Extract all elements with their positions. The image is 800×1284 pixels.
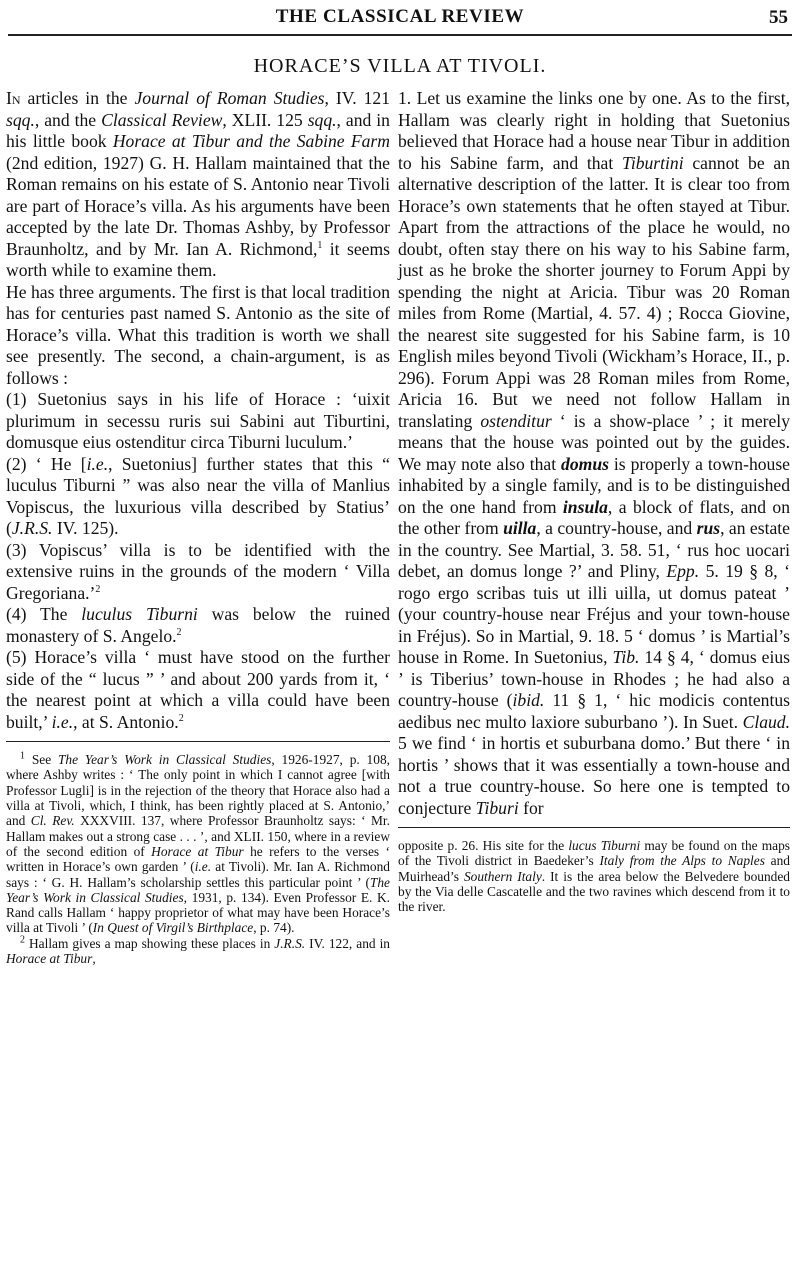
article-title: HORACE’S VILLA AT TIVOLI. <box>253 55 547 77</box>
list-item: (5) Horace’s villa ‘ must have stood on the further side of the “ lucus ” ’ and about 200 yards from it, ‘ the nearest point at which a villa could have been built,’ i.e., at S. Antonio.$^2$ <box>6 647 390 732</box>
paragraph: In articles in the Journal of Roman Studies, IV. 121 sqq., and the Classical Review, XLII. 125 sqq., and in his little book Horace at Tibur and the Sabine Farm (2nd edition, 1927) G. H. Hallam maintained that the Roman remains on his estate of S. Antonio near Tivoli are part of Horace’s villa. As his arguments have been accepted by the late Dr. Thomas Ashby, by Professor Braunholtz, and by Mr. Ian A. Richmond,$^1$ it seems worth while to examine them. <box>6 88 390 280</box>
left-column <box>6 88 390 966</box>
list-item: (3) Vopiscus’ villa is to be identified with the extensive ruins in the grounds of the modern ‘ Villa Gregoriana.’$^2$ <box>6 539 390 603</box>
footnote-ref[interactable]: 2 <box>95 583 101 595</box>
journal-title: THE CLASSICAL REVIEW <box>275 6 525 27</box>
footnote-2: $^2$ Hallam gives a map showing these places in J.R.S. IV. 122, and in Horace at Tibur, <box>6 934 390 967</box>
footnote-2-continued: opposite p. 26. His site for the lucus Tiburni may be found on the maps of the Tivoli district in Baedeker’s Italy from the Alps to Naples and Muirhead’s Southern Italy. It is the area below the Belvedere bounded by the Via delle Cascatelle and the two ravines which descend from it to the river. <box>398 838 790 915</box>
list-item: (4) The luculus Tiburni was below the ruined monastery of S. Angelo.$^2$ <box>6 604 390 646</box>
right-column <box>398 88 790 915</box>
list-item: (2) ‘ He [i.e., Suetonius] further states that this “ luculus Tiburni ” was also near the villa of Manlius Vopiscus, the luxurious villa described by Statius’ (J.R.S. IV. 125). <box>6 453 390 538</box>
footnotes <box>6 752 390 966</box>
header-rule <box>8 34 792 36</box>
footnotes-continued <box>398 838 790 914</box>
list-item: (1) Suetonius says in his life of Horace : ‘uixit plurimum in secessu ruris sui Sabini aut Tiburtini, domusque eius ostenditur circa Tiburni luculum.’ <box>6 389 390 452</box>
footnote-1: $^1$ See The Year’s Work in Classical Studies, 1926-1927, p. 108, where Ashby writes : ‘ The only point in which I cannot agree [with Professor Lugli] is in the rejection of the theory that Horace also had a villa at Tivoli, which, I think, has been rightly placed at S. Antonio,’ and Cl. Rev. XXXVIII. 137, where Professor Braunholtz says: ‘ Mr. Hallam makes out a strong case . . . ’, and XLII. 150, where in a review of the second edition of Horace at Tibur he refers to the verses ‘ written in Horace’s own garden ’ (i.e. at Tivoli). Mr. Ian A. Richmond says : ‘ G. H. Hallam’s scholarship settles this particular point ’ (The Year’s Work in Classical Studies, 1931, p. 134). Even Professor E. K. Rand calls Hallam ‘ happy proprietor of what may have been Horace’s villa at Tivoli ’ (In Quest of Virgil’s Birthplace, p. 74). <box>6 750 391 936</box>
footnote-rule <box>6 741 390 742</box>
footnote-ref[interactable]: 2 <box>176 626 182 638</box>
page-number: 55 <box>769 7 788 28</box>
running-header <box>8 6 792 36</box>
footnote-rule <box>398 827 790 828</box>
paragraph: He has three arguments. The first is that local tradition has for centuries past named S. Antonio as the site of Horace’s villa. What this tradition is worth we shall see presently. The second, a chain-argument, is as follows : <box>6 281 390 388</box>
footnote-ref[interactable]: 2 <box>178 712 184 724</box>
footnote-ref[interactable]: 1 <box>317 239 323 251</box>
paragraph: 1. Let us examine the links one by one. As to the first, Hallam was clearly right in holding that Suetonius believed that Horace had a house near Tibur in addition to his Sabine farm, and that Tiburtini cannot be an alternative description of the latter. It is clear too from Horace’s own statements that he often stayed at Tibur. Apart from the attractions of the place he would, no doubt, often stay there on his way to his Sabine farm, just as he broke the shorter journey to Forum Appi by spending the night at Aricia. Tibur was 20 Roman miles from Rome (Martial, 4. 57. 4) ; Rocca Giovine, the nearest site suggested for his Sabine farm, is 10 English miles beyond Tivoli (Wickham’s Horace, II., p. 296). Forum Appi was 28 Roman miles from Rome, Aricia 16. But we need not follow Hallam in translating ostenditur ‘ is a show-place ’ ; it merely means that the house was pointed out by the guides. We may note also that domus is properly a town-house inhabited by a single family, and is to be distinguished on the one hand from insula, a block of flats, and on the other from uilla, a country-house, and rus, an estate in the country. See Martial, 3. 58. 51, ‘ rus hoc uocari debet, an domus longe ?’ and Pliny, Epp. 5. 19 § 8, ‘ rogo ergo scribas tuis ut illi uilla, ut domus pateat ’ (your country-house near Fréjus and your town-house in Fréjus). So in Martial, 9. 18. 5 ‘ domus ’ is Martial’s house in Rome. In Suetonius, Tib. 14 § 4, ‘ domus eius ’ is Tiberius’ town-house in Rhodes ; he had also a country-house (ibid. 11 § 1, ‘ hic modicis contentus aedibus nec multo laxiore suburbano ’). In Suet. Claud. 5 we find ‘ in hortis et suburbana domo.’ But there ‘ in hortis ’ shows that it was essentially a town-house and not a true country-house. So here one is tempted to conjecture Tiburi for <box>398 88 790 818</box>
